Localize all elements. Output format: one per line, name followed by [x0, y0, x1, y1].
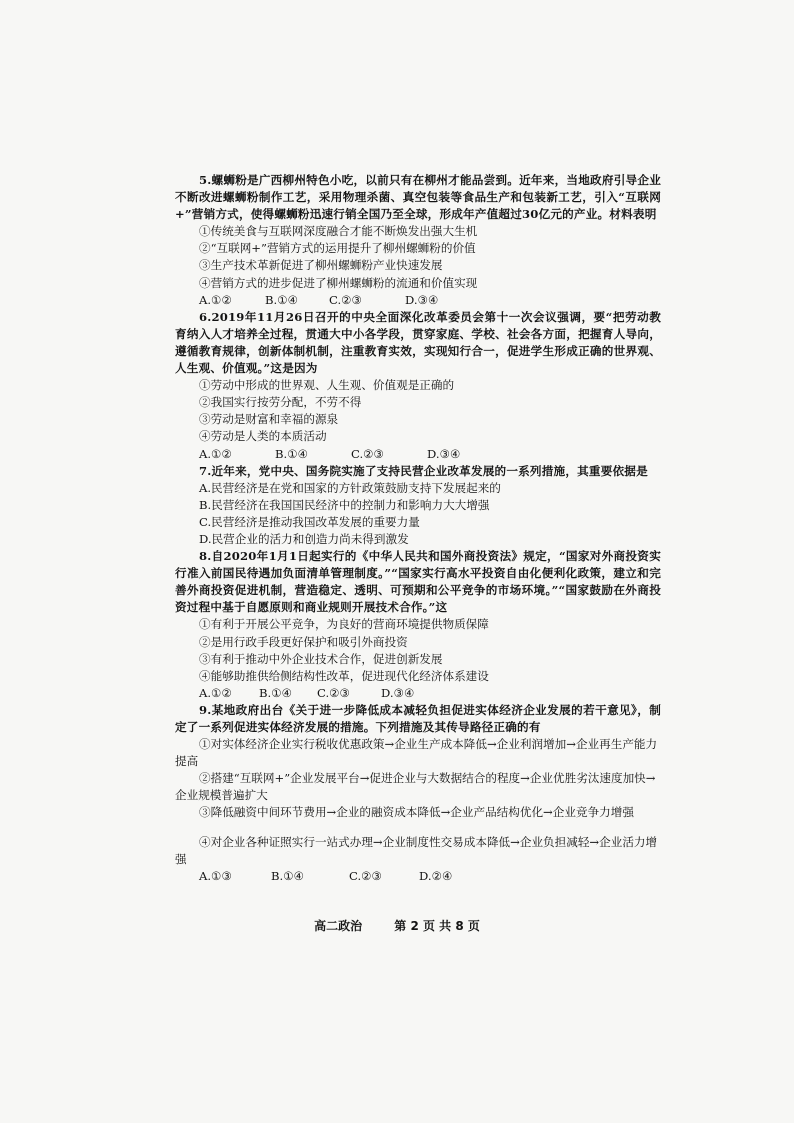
statement-item: ①有利于开展公平竞争，为良好的营商环境提供物质保障: [199, 617, 489, 632]
statement-item: ③劳动是财富和幸福的源泉: [199, 412, 339, 427]
footer-subject: 高二政治: [314, 919, 363, 933]
statement-item: ①传统美食与互联网深度融合才能不断焕发出强大生机: [199, 224, 478, 239]
answer-choices: [175, 868, 661, 885]
statement-item: ④对企业各种证照实行一站式办理→企业制度性交易成本降低→企业负担减轻→企业活力增强: [175, 834, 658, 866]
statement-item: ③有利于推动中外企业技术合作，促进创新发展: [199, 651, 443, 666]
choice-b: B.①④: [265, 292, 298, 307]
answer-choices: [175, 446, 661, 463]
statement-item: ①对实体经济企业实行税收优惠政策→企业生产成本降低→企业利润增加→企业再生产能力提高: [175, 737, 658, 769]
statement-item: ②我国实行按劳分配，不劳不得: [199, 395, 362, 410]
choice-d: D.②④: [419, 868, 453, 883]
statement-item: ④劳动是人类的本质活动: [199, 429, 327, 444]
choice-c: C.民营经济是推动我国改革发展的重要力量: [199, 514, 420, 529]
statement-item: ④能够助推供给侧结构性改革，促进现代化经济体系建设: [199, 668, 489, 683]
answer-choices: [175, 292, 661, 309]
choice-a: A.①②: [199, 446, 232, 461]
page-footer: [0, 917, 794, 934]
statement-item: ③生产技术革新促进了柳州螺蛳粉产业快速发展: [199, 258, 443, 273]
question-stem: 7.近年来，党中央、国务院实施了支持民营企业改革发展的一系列措施，其重要依据是: [199, 463, 648, 478]
choice-b: B.①④: [271, 868, 304, 883]
statement-item: ③降低融资中间环节费用→企业的融资成本降低→企业产品结构优化→企业竞争力增强: [199, 805, 634, 820]
choice-c: C.②③: [349, 868, 382, 883]
choice-a: A.①②: [199, 685, 232, 700]
choice-a: A.①③: [199, 868, 232, 883]
choice-d: D.③④: [381, 685, 415, 700]
answer-choices: [175, 685, 661, 702]
question-6: [175, 309, 661, 463]
blank-gap: [175, 822, 661, 834]
choice-d: D.③④: [427, 446, 461, 461]
choice-c: C.②③: [329, 292, 362, 307]
question-5: [175, 172, 661, 309]
statement-item: ④营销方式的进步促进了柳州螺蛳粉的流通和价值实现: [199, 275, 478, 290]
choice-d: D.民营企业的活力和创造力尚未得到激发: [199, 531, 409, 546]
question-7: [175, 463, 661, 548]
question-stem: 9.某地政府出台《关于进一步降低成本减轻负担促进实体经济企业发展的若干意见》，制定了一系列促进实体经济发展的措施。下列措施及其传导路径正确的有: [175, 702, 661, 734]
question-8: [175, 548, 661, 702]
choice-a: A.民营经济是在党和国家的方针政策鼓励支持下发展起来的: [199, 480, 501, 495]
question-stem: 8.自2020年1月1日起实行的《中华人民共和国外商投资法》规定，“国家对外商投资实行准入前国民待遇加负面清单管理制度。”“国家实行高水平投资自由化便利化政策，建立和完善外商投资促进机制，营造稳定、透明、可预期和公平竞争的市场环境。”“国家鼓励在外商投资过程中基于自愿原则和商业规则开展技术合作。”这: [175, 549, 661, 615]
question-stem: 6.2019年11月26日召开的中央全面深化改革委员会第十一次会议强调，要“把劳动教育纳入人才培养全过程，贯通大中小各学段，贯穿家庭、学校、社会各方面，把握育人导向，遵循教育规律，创新体制机制，注重教育实效，实现知行合一，促进学生形成正确的世界观、人生观、价值观。”这是因为: [175, 309, 661, 376]
choice-b: B.民营经济在我国国民经济中的控制力和影响力大大增强: [199, 497, 490, 512]
statement-item: ②“互联网+”营销方式的运用提升了柳州螺蛳粉的价值: [199, 241, 476, 256]
exam-page: [175, 172, 661, 885]
question-stem: 5.螺蛳粉是广西柳州特色小吃，以前只有在柳州才能品尝到。近年来，当地政府引导企业不断改进螺蛳粉制作工艺，采用物理杀菌、真空包装等食品生产和包装新工艺，引入“互联网+”营销方式，使得螺蛳粉迅速行销全国乃至全球，形成年产值超过30亿元的产业。材料表明: [175, 173, 661, 222]
choice-c: C.②③: [317, 685, 350, 700]
choice-c: C.②③: [351, 446, 384, 461]
choice-d: D.③④: [405, 292, 439, 307]
footer-page-number: 第 2 页 共 8 页: [394, 919, 480, 933]
question-9: [175, 702, 661, 885]
choice-b: B.①④: [275, 446, 308, 461]
choice-a: A.①②: [199, 292, 232, 307]
statement-item: ②是用行政手段更好保护和吸引外商投资: [199, 634, 408, 649]
statement-item: ①劳动中形成的世界观、人生观、价值观是正确的: [199, 378, 455, 393]
choice-b: B.①④: [259, 685, 292, 700]
statement-item: ②搭建“互联网+”企业发展平台→促进企业与大数据结合的程度→企业优胜劣汰速度加快→企业规模普遍扩大: [175, 771, 656, 803]
